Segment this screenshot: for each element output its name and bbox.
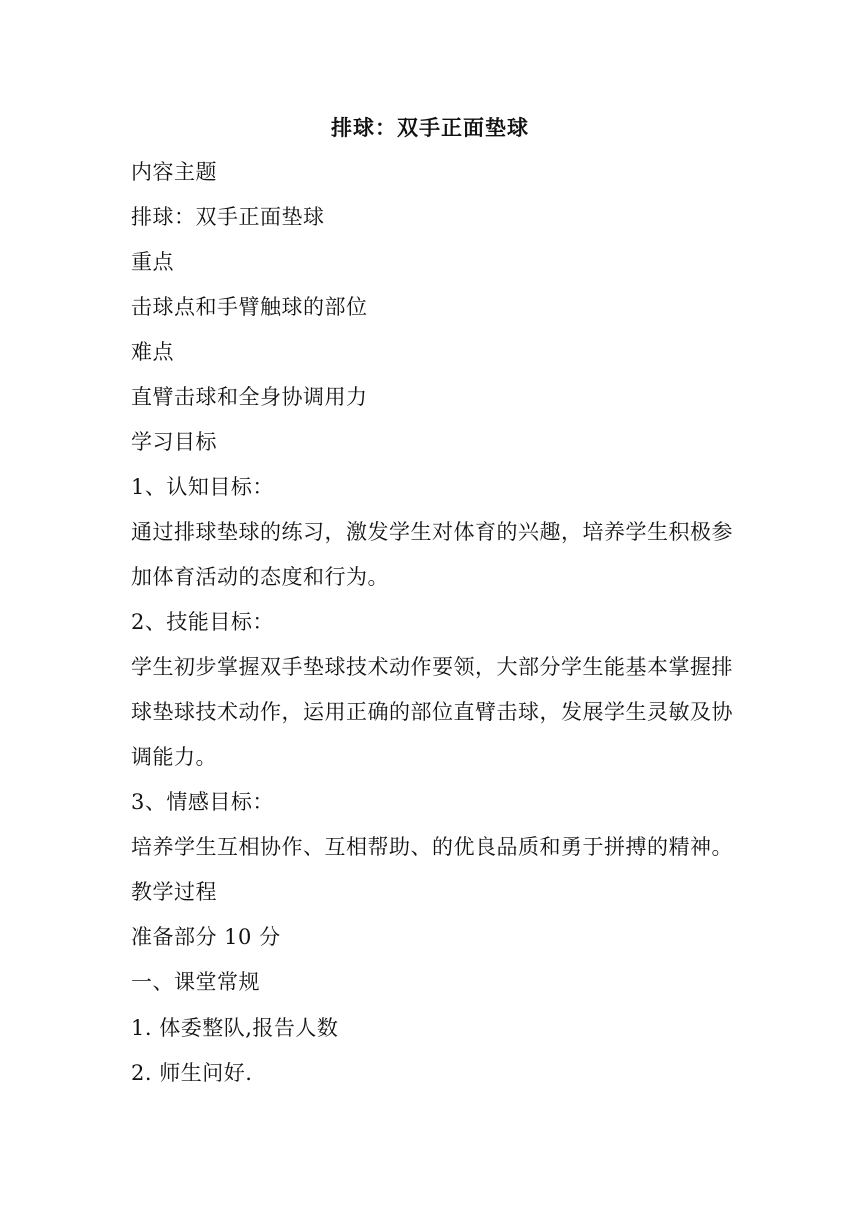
difficulty-label: 难点 bbox=[131, 340, 174, 364]
key-point: 击球点和手臂触球的部位 bbox=[131, 295, 368, 319]
difficulty: 直臂击球和全身协调用力 bbox=[131, 385, 368, 409]
objective-1-label: 1、认知目标： bbox=[131, 475, 274, 499]
routine-heading: 一、课堂常规 bbox=[131, 970, 260, 994]
objective-2-label: 2、技能目标： bbox=[131, 610, 274, 634]
objective-3-text: 培养学生互相协作、互相帮助、的优良品质和勇于拼搏的精神。 bbox=[131, 835, 733, 859]
document-title: 排球：双手正面垫球 bbox=[331, 116, 529, 140]
objective-2-text: 学生初步掌握双手垫球技术动作要领，大部分学生能基本掌握排球垫球技术动作，运用正确的部位直臂击球，发展学生灵敏及协调能力。 bbox=[131, 655, 733, 769]
objective-3-label: 3、情感目标： bbox=[131, 790, 274, 814]
objective-1-text: 通过排球垫球的练习，激发学生对体育的兴趣，培养学生积极参加体育活动的态度和行为。 bbox=[131, 520, 733, 589]
content-topic-label: 内容主题 bbox=[131, 160, 217, 184]
content-topic: 排球：双手正面垫球 bbox=[131, 205, 325, 229]
process-label: 教学过程 bbox=[131, 880, 217, 904]
prep-part: 准备部分 10 分 bbox=[131, 925, 281, 949]
routine-item-2: 2. 师生问好. bbox=[131, 1061, 253, 1085]
routine-item-1: 1. 体委整队,报告人数 bbox=[131, 1016, 339, 1040]
key-point-label: 重点 bbox=[131, 250, 174, 274]
objectives-label: 学习目标 bbox=[131, 430, 217, 454]
